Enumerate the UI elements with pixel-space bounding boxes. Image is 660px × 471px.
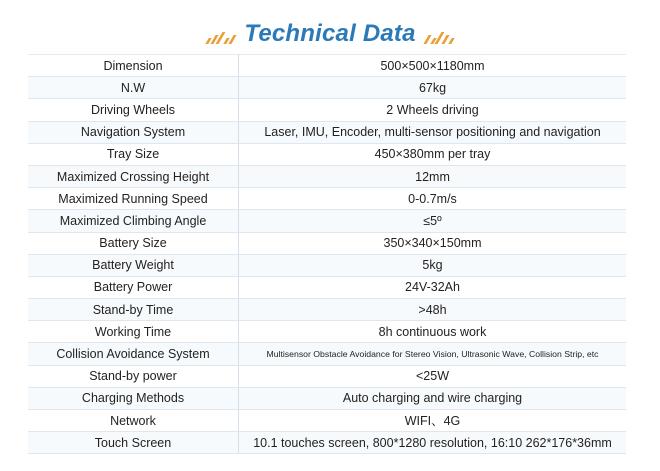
spec-value: 24V-32Ah	[239, 276, 627, 298]
spec-label: Maximized Crossing Height	[28, 165, 239, 187]
spec-value: 500×500×1180mm	[239, 55, 627, 77]
spec-label: Battery Weight	[28, 254, 239, 276]
spec-label: Dimension	[28, 55, 239, 77]
spec-label: Working Time	[28, 321, 239, 343]
table-row	[28, 343, 626, 365]
page-title: Technical Data	[244, 20, 416, 47]
spec-label: Charging Methods	[28, 387, 239, 409]
spec-label: Stand-by Time	[28, 299, 239, 321]
spec-label: Battery Power	[28, 276, 239, 298]
spec-value: ≤5º	[239, 210, 627, 232]
spec-table	[28, 54, 626, 454]
table-row	[28, 165, 626, 187]
spec-value: 5kg	[239, 254, 627, 276]
spec-value: 0-0.7m/s	[239, 188, 627, 210]
spec-value: WIFI、4G	[239, 410, 627, 432]
spec-label: Driving Wheels	[28, 99, 239, 121]
spec-value: <25W	[239, 365, 627, 387]
table-row	[28, 410, 626, 432]
spec-value: 12mm	[239, 165, 627, 187]
spec-label: Navigation System	[28, 121, 239, 143]
spec-label: Maximized Climbing Angle	[28, 210, 239, 232]
spec-value: 2 Wheels driving	[239, 99, 627, 121]
spec-value: 67kg	[239, 77, 627, 99]
table-row	[28, 387, 626, 409]
table-row	[28, 77, 626, 99]
spec-label: Battery Size	[28, 232, 239, 254]
table-row	[28, 55, 626, 77]
table-row	[28, 99, 626, 121]
table-row	[28, 276, 626, 298]
right-stripes-decoration	[426, 30, 453, 44]
spec-value: Multisensor Obstacle Avoidance for Stereo Vision, Ultrasonic Wave, Collision Strip, etc	[239, 343, 627, 365]
spec-value: 350×340×150mm	[239, 232, 627, 254]
table-row	[28, 432, 626, 454]
spec-label: Touch Screen	[28, 432, 239, 454]
spec-value: Laser, IMU, Encoder, multi-sensor positioning and navigation	[239, 121, 627, 143]
spec-value: >48h	[239, 299, 627, 321]
spec-value: 8h continuous work	[239, 321, 627, 343]
left-stripes-decoration	[207, 30, 234, 44]
spec-label: Collision Avoidance System	[28, 343, 239, 365]
spec-value: 450×380mm per tray	[239, 143, 627, 165]
table-row	[28, 321, 626, 343]
table-row	[28, 188, 626, 210]
spec-value: Auto charging and wire charging	[239, 387, 627, 409]
table-row	[28, 365, 626, 387]
table-row	[28, 143, 626, 165]
section-header	[0, 14, 660, 54]
table-row	[28, 232, 626, 254]
spec-label: Tray Size	[28, 143, 239, 165]
spec-label: Stand-by power	[28, 365, 239, 387]
table-row	[28, 254, 626, 276]
table-row	[28, 299, 626, 321]
spec-label: Maximized Running Speed	[28, 188, 239, 210]
spec-label: Network	[28, 410, 239, 432]
table-row	[28, 121, 626, 143]
table-row	[28, 210, 626, 232]
spec-value: 10.1 touches screen, 800*1280 resolution, 16:10 262*176*36mm	[239, 432, 627, 454]
spec-label: N.W	[28, 77, 239, 99]
